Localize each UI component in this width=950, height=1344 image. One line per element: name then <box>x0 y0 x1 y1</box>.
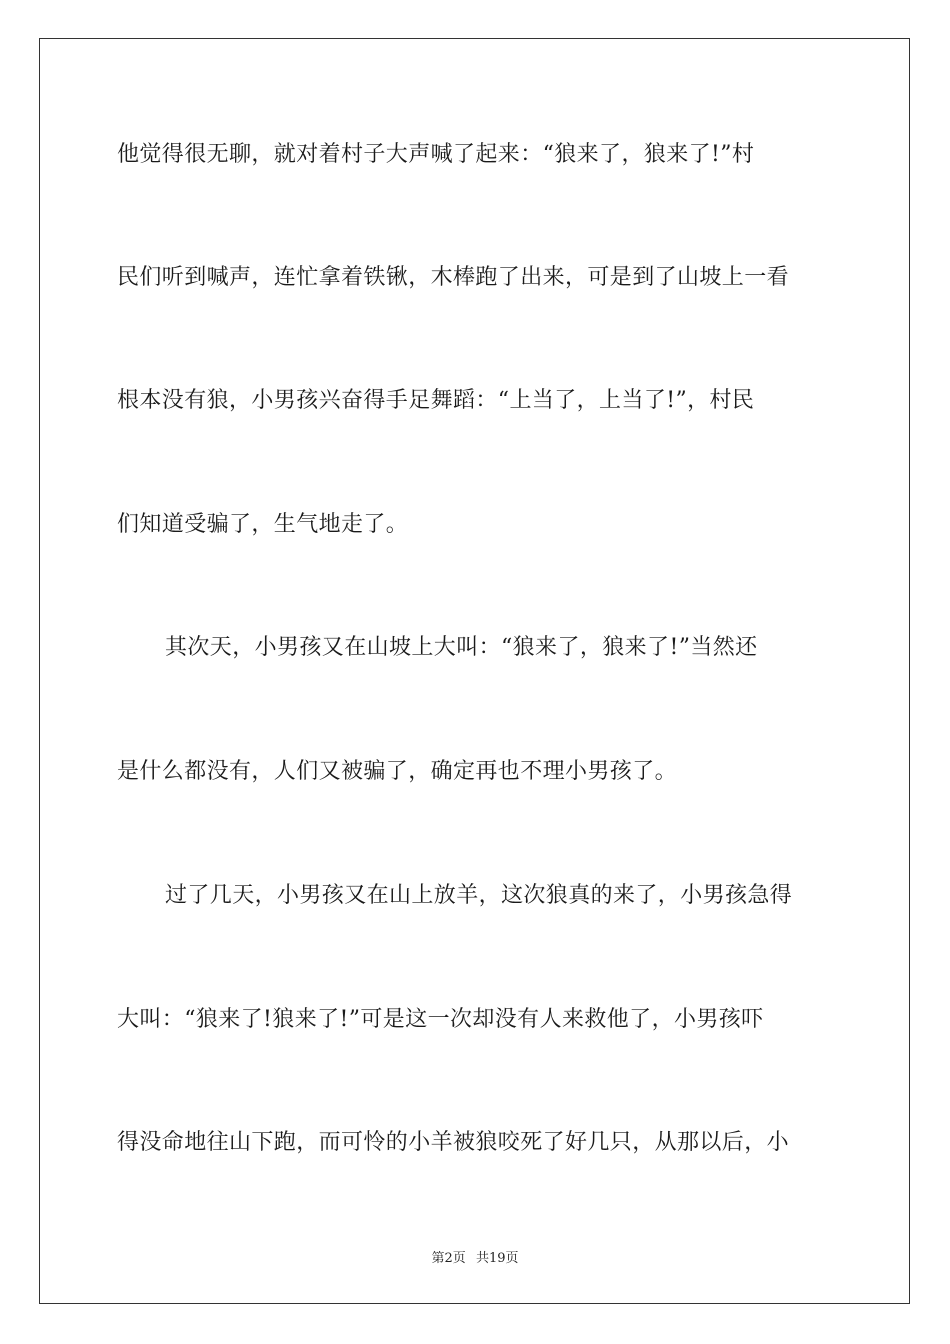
text-line-9: 得没命地往山下跑，而可怜的小羊被狼咬死了好几只，从那以后，小 <box>117 1130 790 1155</box>
page-total: 共19页 <box>475 1251 519 1266</box>
page-border <box>39 38 910 1304</box>
text-line-2: 民们听到喊声，连忙拿着铁锹，木棒跑了出来，可是到了山坡上一看 <box>117 265 790 290</box>
text-line-1: 他觉得很无聊，就对着村子大声喊了起来：“狼来了，狼来了!”村 <box>117 142 755 167</box>
text-line-7: 过了几天，小男孩又在山上放羊，这次狼真的来了，小男孩急得 <box>165 883 793 908</box>
text-line-3: 根本没有狼，小男孩兴奋得手足舞蹈：“上当了，上当了!”，村民 <box>117 388 755 413</box>
text-line-8: 大叫：“狼来了!狼来了!”可是这一次却没有人来救他了，小男孩吓 <box>117 1007 764 1032</box>
text-line-4: 们知道受骗了，生气地走了。 <box>117 512 409 537</box>
text-line-5: 其次天，小男孩又在山坡上大叫：“狼来了，狼来了!”当然还 <box>165 635 758 660</box>
page-number: 第2页 <box>431 1251 466 1266</box>
text-line-6: 是什么都没有，人们又被骗了，确定再也不理小男孩了。 <box>117 759 678 784</box>
page-footer <box>0 1247 950 1266</box>
